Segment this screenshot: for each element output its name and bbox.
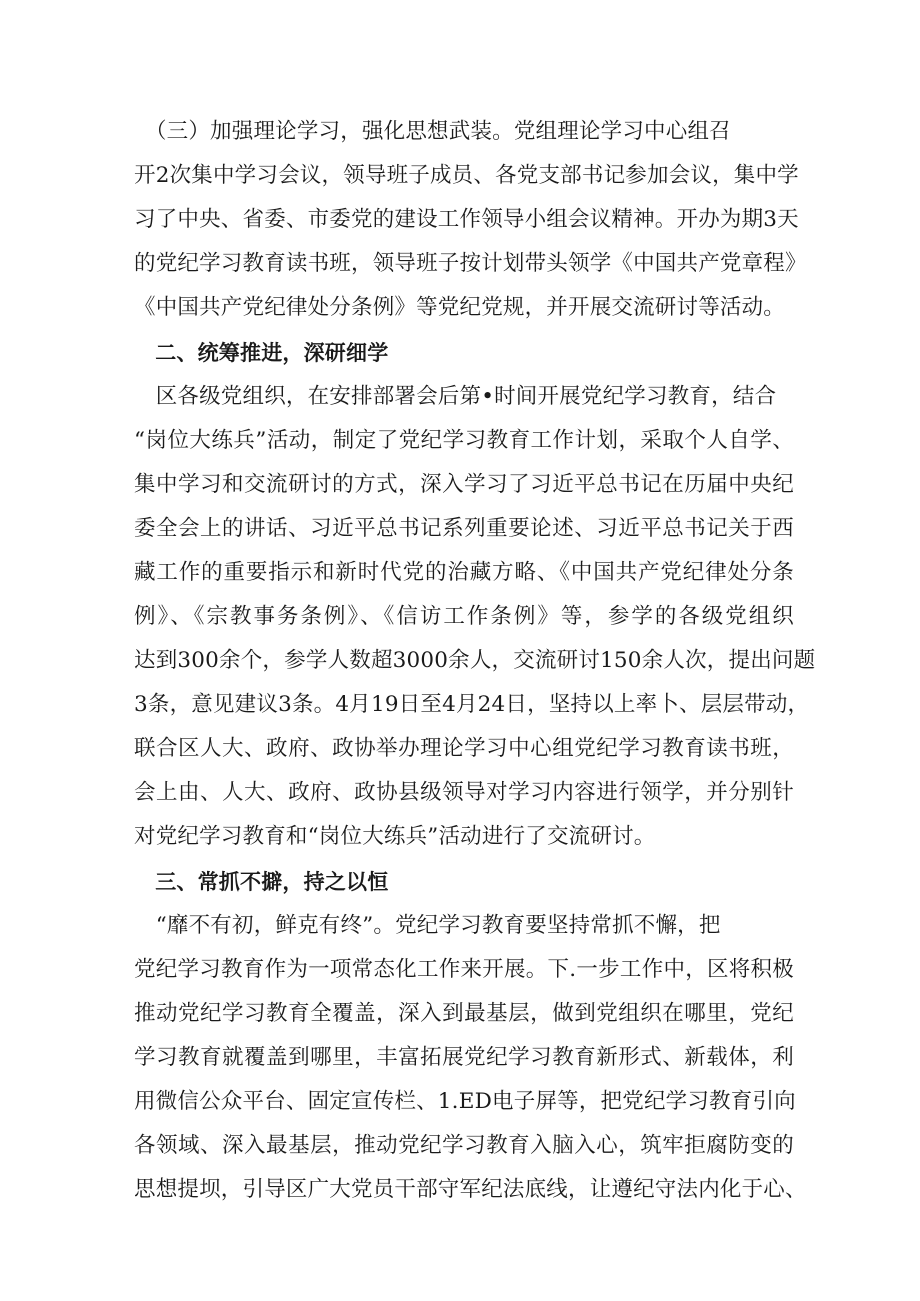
paragraph-line: 达到300余个，参学人数超3000余人，交流研讨150余人次，提出问题 bbox=[134, 648, 816, 673]
paragraph-line: 用微信公众平台、固定宣传栏、1.ED电子屏等，把党纪学习教育引向 bbox=[134, 1089, 796, 1114]
paragraph-line: （三）加强理论学习，强化思想武装。党组理论学习中心组召 bbox=[134, 119, 731, 144]
paragraph-line: 推动党纪学习教育全覆盖，深入到最基层，做到党组织在哪里，党纪 bbox=[134, 1001, 794, 1026]
paragraph-line: 各领域、深入最基层，推动党纪学习教育入脑入心，筑牢拒腐防变的 bbox=[134, 1133, 794, 1158]
paragraph-line: 习了中央、省委、市委党的建设工作领导小组会议精神。开办为期3天 bbox=[134, 207, 799, 232]
paragraph-line: 联合区人大、政府、政协举办理论学习中心组党纪学习教育读书班， bbox=[134, 736, 794, 761]
section-heading: 三、常抓不擗，持之以恒 bbox=[134, 870, 389, 894]
paragraph-line: 开2次集中学习会议，领导班子成员、各党支部书记参加会议，集中学 bbox=[134, 163, 799, 188]
paragraph-line: “岗位大练兵”活动，制定了党纪学习教育工作计划，采取个人自学、 bbox=[134, 428, 794, 453]
paragraph-line: 党纪学习教育作为一项常态化工作来开展。下.一步工作中，区将积极 bbox=[134, 957, 794, 982]
paragraph-line: 3条，意见建议3条。4月19日至4月24日，坚持以上率卜、层层带动， bbox=[134, 692, 810, 717]
paragraph-line: 委全会上的讲话、习近平总书记系列重要论述、习近平总书记关于西 bbox=[134, 516, 794, 541]
paragraph-line: 藏工作的重要指示和新时代党的治藏方略、《中国共产党纪律处分条 bbox=[134, 560, 794, 585]
paragraph-line: 对党纪学习教育和“岗位大练兵”活动进行了交流研讨。 bbox=[134, 824, 656, 849]
paragraph-line: 《中国共产党纪律处分条例》等党纪党规，并开展交流研讨等活动。 bbox=[134, 295, 786, 320]
paragraph-line: 学习教育就覆盖到哪里，丰富拓展党纪学习教育新形式、新载体，利 bbox=[134, 1045, 794, 1070]
paragraph-line: 思想提坝，引导区广大党员干部守军纪法底线，让遵纪守法内化于心、 bbox=[134, 1177, 807, 1202]
paragraph-line: 会上由、人大、政府、政协县级领导对学习内容进行领学，并分别针 bbox=[134, 780, 794, 805]
paragraph-line: 区各级党组织，在安排部署会后第•时间开展党纪学习教育，结合 bbox=[134, 384, 777, 409]
paragraph-line: “靡不有初，鲜克有终”。党纪学习教育要坚持常抓不懈，把 bbox=[134, 913, 721, 938]
paragraph-line: 例》、《宗教事务条例》、《信访工作条例》等，参学的各级党组织 bbox=[134, 604, 794, 629]
section-heading: 二、统筹推进，深研细学 bbox=[134, 341, 389, 365]
paragraph-line: 的党纪学习教育读书班，领导班子按计划带头领学《中国共产党章程》 bbox=[134, 251, 807, 276]
paragraph-line: 集中学习和交流研讨的方式，深入学习了习近平总书记在历届中央纪 bbox=[134, 472, 794, 497]
